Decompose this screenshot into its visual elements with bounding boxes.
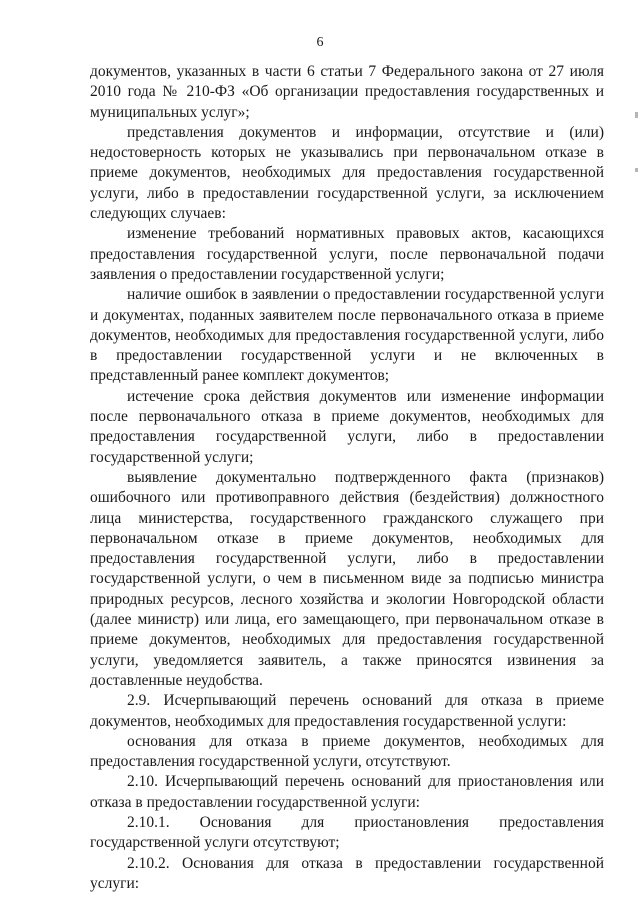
section-2-9: 2.9. Исчерпывающий перечень оснований для отказа в приеме документов, необходимых для предоставления государственной услуги: xyxy=(90,692,604,730)
scan-edge-mark xyxy=(635,168,638,172)
section-2-10-1: 2.10.1. Основания для приостановления предоставления государственной услуги отсутствуют; xyxy=(90,813,604,852)
paragraph-2: представления документов и информации, отсутствие и (или) недостоверность которых не указывались при первоначальном отказе в приеме документов, необходимых для предоставления государственной услуги, либо в предоставлении государственной услуги, за исключением следующих случаев: xyxy=(90,123,604,223)
page-number: 6 xyxy=(316,35,324,50)
paragraph-6: выявление документально подтвержденного факта (признаков) ошибочного или противоправного действия (бездействия) должностного лица министерства, государственного гражданского служащего при первоначальном отказе в приеме документов, необходимых для предоставления государственной услуги, либо в предоставлении государственной услуги, о чем в письменном виде за подписью министра природных ресурсов, лесного хозяйства и экологии Новгородской области (далее министр) или лица, его замещающего, при первоначальном отказе в приеме документов, необходимых для предоставления государственной услуги, уведомляется заявитель, а также приносятся извинения за доставленные неудобства. xyxy=(90,468,604,689)
paragraph-3: изменение требований нормативных правовых актов, касающихся предоставления государственной услуги, после первоначальной подачи заявления о предоставлении государственной услуги; xyxy=(90,225,604,283)
paragraph-5: истечение срока действия документов или изменение информации после первоначального отказа в приеме документов, необходимых для предоставления государственной услуги, либо в предоставлении государственной услуги; xyxy=(90,387,604,466)
paragraph-1: документов, указанных в части 6 статьи 7 Федерального закона от 27 июля 2010 года № 210-ФЗ «Об организации предоставления государственных и муниципальных услуг»; xyxy=(90,63,604,121)
section-2-10: 2.10. Исчерпывающий перечень оснований для приостановления или отказа в предоставлении государственной услуги: xyxy=(90,773,604,811)
scan-edge-mark xyxy=(635,112,638,118)
document-body xyxy=(90,62,604,894)
paragraph-4: наличие ошибок в заявлении о предоставлении государственной услуги и документах, поданных заявителем после первоначального отказа в приеме документов, необходимых для предоставления государственной услуги, либо в предоставлении государственной услуги и не включенных в представленный ранее комплект документов; xyxy=(90,286,604,385)
paragraph-8: основания для отказа в приеме документов, необходимых для предоставления государственной услуги, отсутствуют. xyxy=(90,732,604,771)
section-2-10-2: 2.10.2. Основания для отказа в предоставлении государственной услуги: xyxy=(90,854,604,892)
